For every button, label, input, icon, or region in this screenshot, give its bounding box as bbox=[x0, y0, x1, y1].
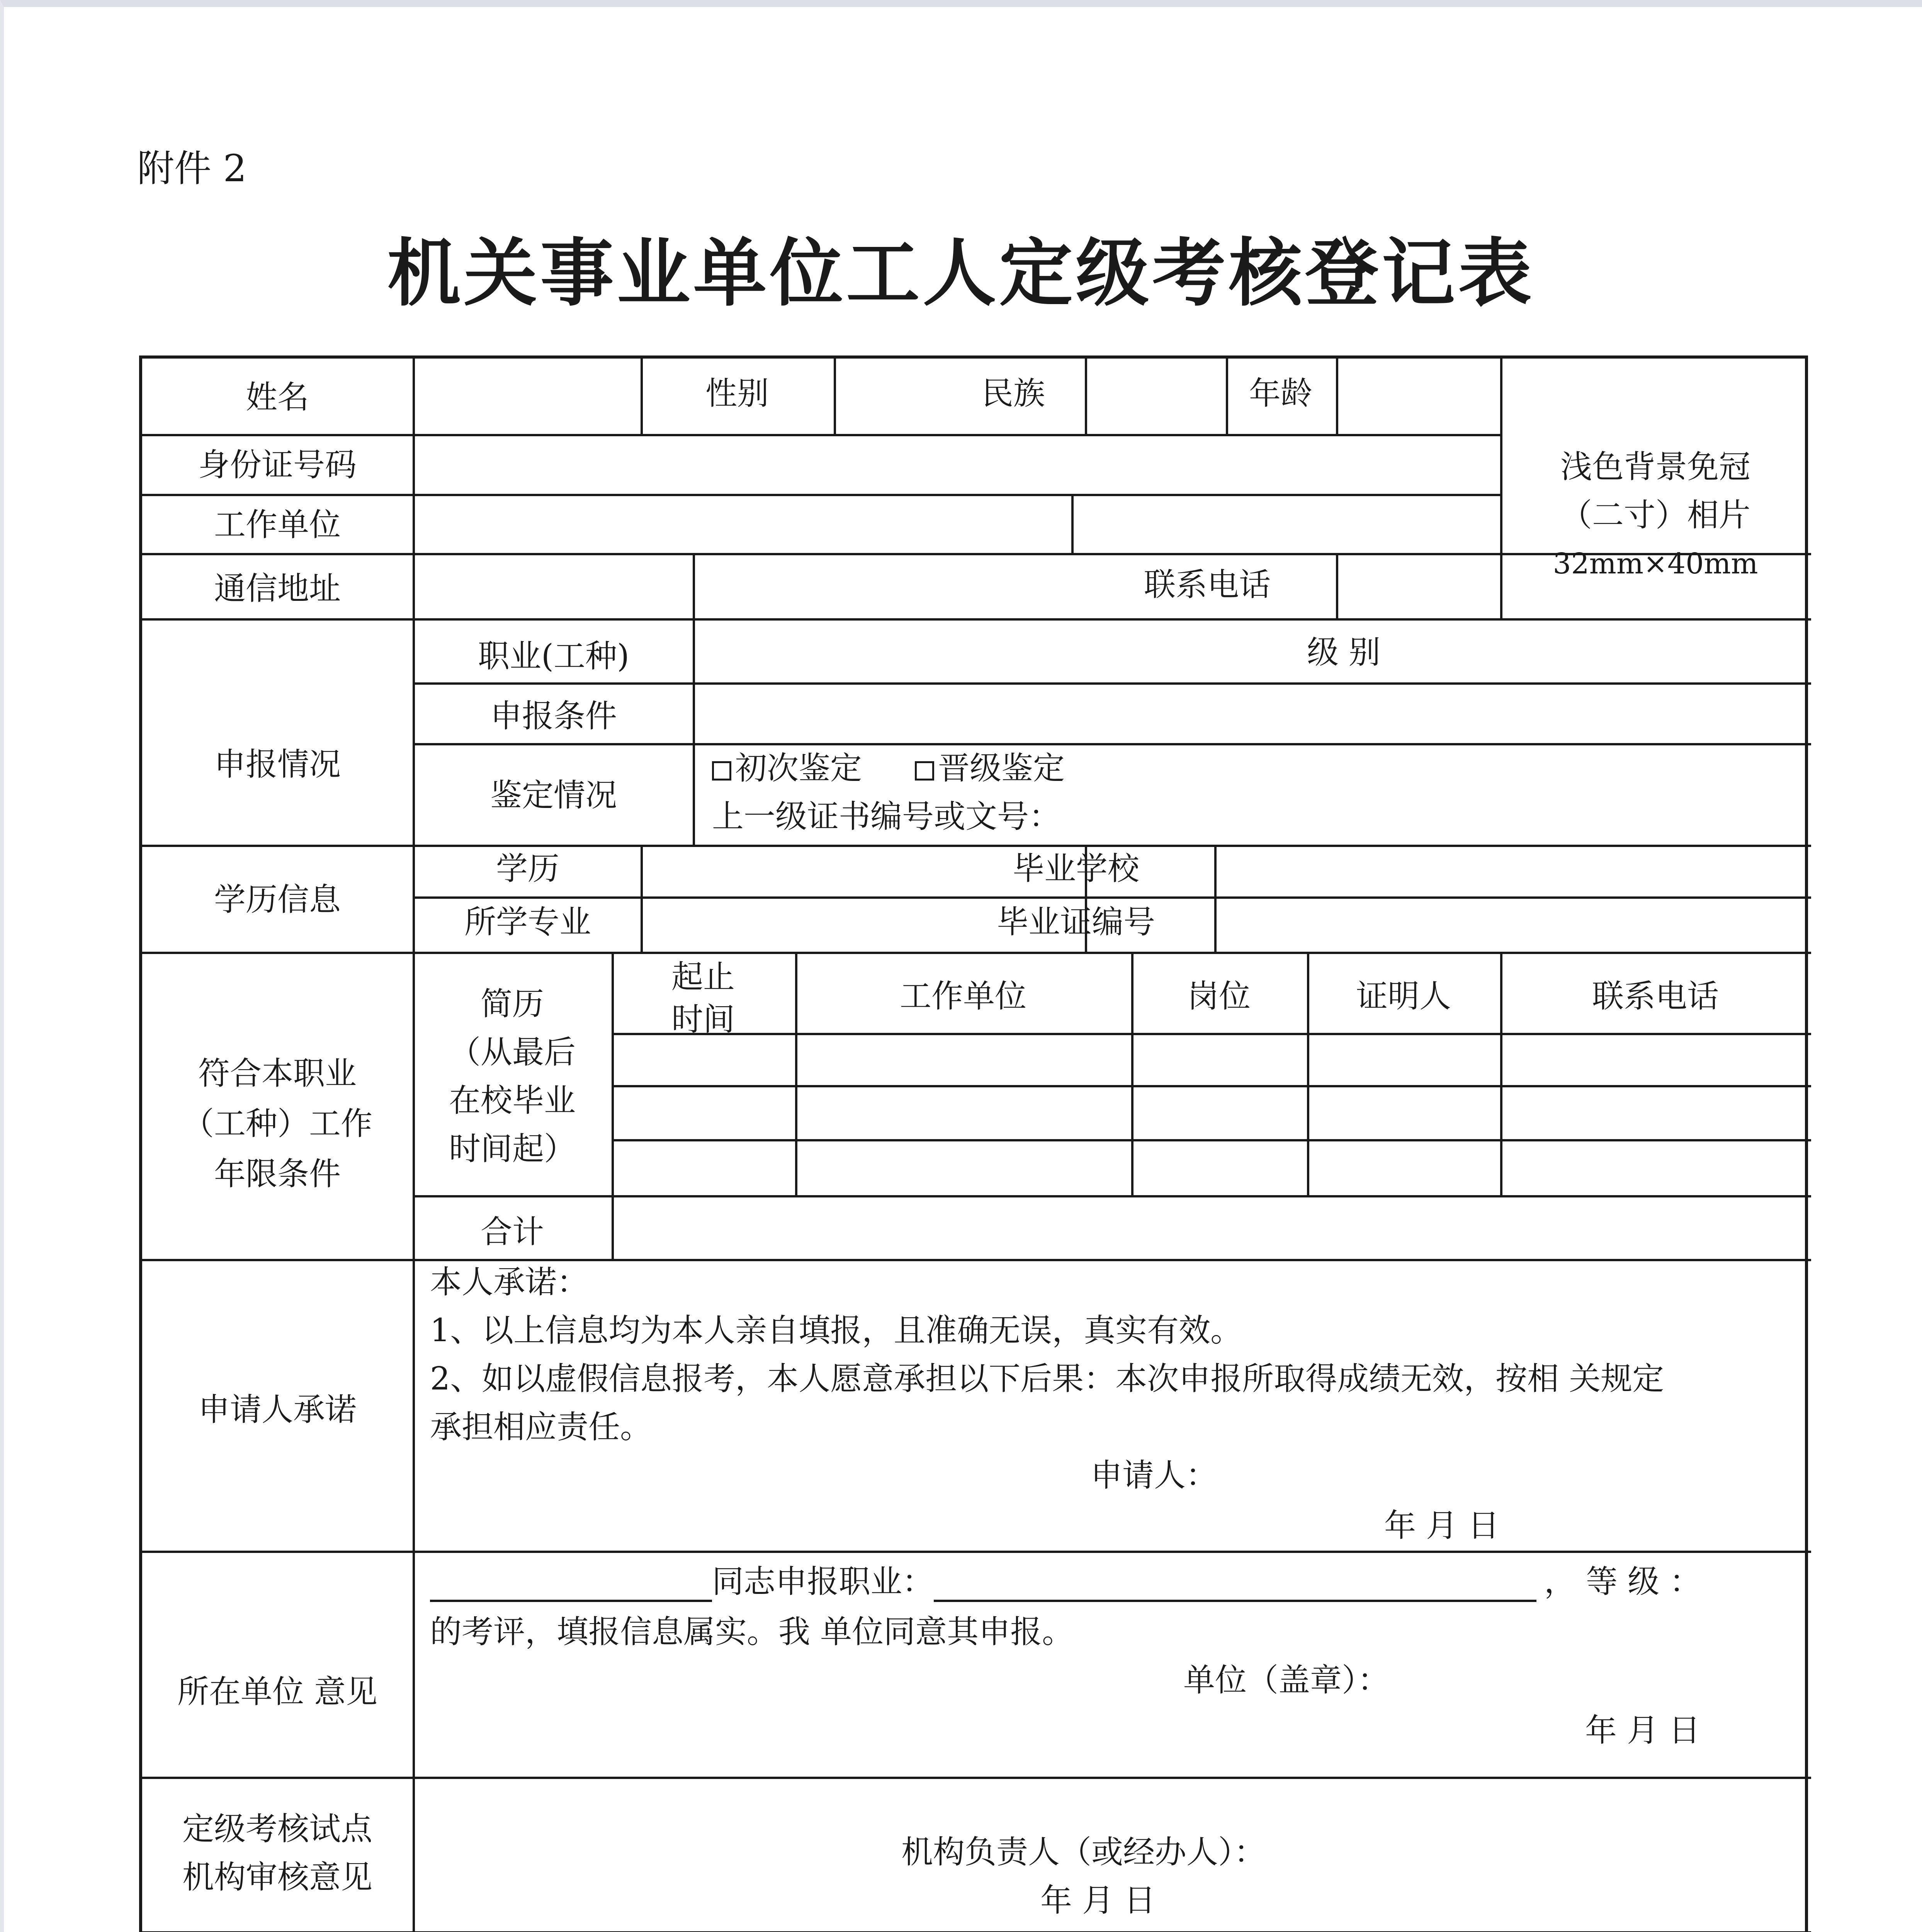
photo-note-line2: （二寸）相片 bbox=[1560, 497, 1751, 534]
gender-label: 性别 bbox=[705, 375, 769, 412]
total-label: 合计 bbox=[480, 1214, 544, 1250]
contact-phone-header: 联系电话 bbox=[1592, 978, 1719, 1015]
period-label-line2: 时间 bbox=[671, 1001, 735, 1038]
experience-section-line1: 符合本职业 bbox=[198, 1055, 357, 1092]
period-label-line1: 起止 bbox=[671, 959, 735, 995]
first-appraisal-option[interactable]: 初次鉴定 bbox=[712, 749, 862, 789]
pledge-date: 年 月 日 bbox=[1384, 1507, 1500, 1544]
pledge-item-1: 1、以上信息均为本人亲自填报，且准确无误，真实有效。 bbox=[430, 1312, 1242, 1349]
employer-label: 工作单位 bbox=[214, 507, 341, 543]
unit-opinion-section-label: 所在单位 意见 bbox=[177, 1673, 378, 1710]
review-section-line2: 机构审核意见 bbox=[182, 1859, 373, 1896]
occupation-blank[interactable] bbox=[934, 1573, 1536, 1602]
ethnicity-field[interactable] bbox=[1089, 366, 1224, 432]
promotion-appraisal-checkbox[interactable] bbox=[915, 761, 934, 781]
experience-row-2[interactable] bbox=[615, 1088, 1807, 1137]
attachment-label: 附件 2 bbox=[137, 147, 247, 190]
address-label: 通信地址 bbox=[214, 570, 341, 607]
grad-cert-label: 毕业证编号 bbox=[996, 904, 1156, 940]
first-appraisal-checkbox[interactable] bbox=[712, 761, 731, 781]
resume-label-line2: （从最后 bbox=[449, 1034, 576, 1071]
phone-label: 联系电话 bbox=[1144, 566, 1271, 603]
review-section-line1: 定级考核试点 bbox=[182, 1811, 373, 1847]
grad-cert-field[interactable] bbox=[1218, 900, 1807, 950]
name-field[interactable] bbox=[416, 366, 641, 432]
experience-section-line3: 年限条件 bbox=[214, 1156, 341, 1192]
name-label: 姓名 bbox=[245, 379, 309, 416]
photo-note-size: 32mm×40mm bbox=[1553, 547, 1758, 580]
pledge-item-2b: 承担相应责任。 bbox=[430, 1409, 652, 1446]
occupation-field[interactable] bbox=[697, 623, 1334, 681]
witness-header: 证明人 bbox=[1356, 978, 1451, 1015]
ethnicity-label: 民族 bbox=[981, 375, 1045, 412]
school-field[interactable] bbox=[1218, 847, 1807, 895]
appraisal-label: 鉴定情况 bbox=[490, 777, 617, 814]
age-label: 年龄 bbox=[1249, 375, 1313, 412]
unit-opinion-line2: 的考评，填报信息属实。我 单位同意其申报。 bbox=[430, 1614, 1074, 1650]
level-label: 级 别 bbox=[1307, 634, 1381, 671]
conditions-label: 申报条件 bbox=[490, 698, 617, 735]
review-date: 年 月 日 bbox=[1040, 1882, 1156, 1919]
pledge-item-2a: 2、如以虚假信息报考，本人愿意承担以下后果：本次申报所取得成绩无效，按相 关规定 bbox=[430, 1361, 1664, 1397]
education-section-label: 学历信息 bbox=[214, 881, 341, 918]
degree-label: 学历 bbox=[496, 850, 560, 887]
conditions-field[interactable] bbox=[697, 685, 1807, 741]
pledge-section-label: 申请人承诺 bbox=[198, 1391, 357, 1428]
unit-opinion-date: 年 月 日 bbox=[1585, 1712, 1701, 1749]
id-number-field[interactable] bbox=[416, 438, 1498, 492]
school-label: 毕业学校 bbox=[1012, 850, 1140, 887]
major-label: 所学专业 bbox=[464, 904, 591, 940]
promotion-appraisal-option[interactable]: 晋级鉴定 bbox=[915, 749, 1065, 789]
resume-label-line1: 简历 bbox=[480, 986, 544, 1022]
form-title: 机关事业单位工人定级考核登记表 bbox=[387, 230, 1535, 316]
level-field[interactable] bbox=[1504, 623, 1807, 681]
resume-label-line3: 在校毕业 bbox=[449, 1082, 576, 1119]
id-number-label: 身份证号码 bbox=[198, 447, 357, 483]
employer-field[interactable] bbox=[416, 498, 1498, 552]
application-section-label: 申报情况 bbox=[214, 746, 341, 783]
work-unit-header: 工作单位 bbox=[899, 978, 1027, 1015]
applicant-name-blank[interactable] bbox=[430, 1573, 712, 1602]
unit-opinion-line1: 同志申报职业： ， 等 级 ： bbox=[430, 1562, 1701, 1602]
experience-section-line2: （工种）工作 bbox=[182, 1105, 373, 1142]
photo-note-line1: 浅色背景免冠 bbox=[1560, 449, 1751, 485]
unit-seal-label: 单位（盖章）： bbox=[1183, 1662, 1390, 1699]
total-field[interactable] bbox=[615, 1198, 1807, 1257]
pledge-heading: 本人承诺： bbox=[430, 1264, 589, 1301]
occupation-label: 职业(工种) bbox=[478, 638, 629, 675]
applicant-signature-label: 申请人： bbox=[1091, 1457, 1218, 1494]
age-field[interactable] bbox=[1340, 366, 1498, 432]
post-header: 岗位 bbox=[1187, 978, 1251, 1015]
institution-signer-label: 机构负责人（或经办人）： bbox=[901, 1834, 1266, 1871]
registration-form-table bbox=[139, 355, 1808, 1932]
experience-row-1[interactable] bbox=[615, 1036, 1807, 1083]
address-field[interactable] bbox=[416, 558, 1069, 616]
phone-field[interactable] bbox=[1340, 558, 1807, 616]
prev-cert-label: 上一级证书编号或文号： bbox=[712, 798, 1061, 835]
resume-label-line4: 时间起） bbox=[449, 1131, 576, 1167]
experience-row-3[interactable] bbox=[615, 1142, 1807, 1193]
